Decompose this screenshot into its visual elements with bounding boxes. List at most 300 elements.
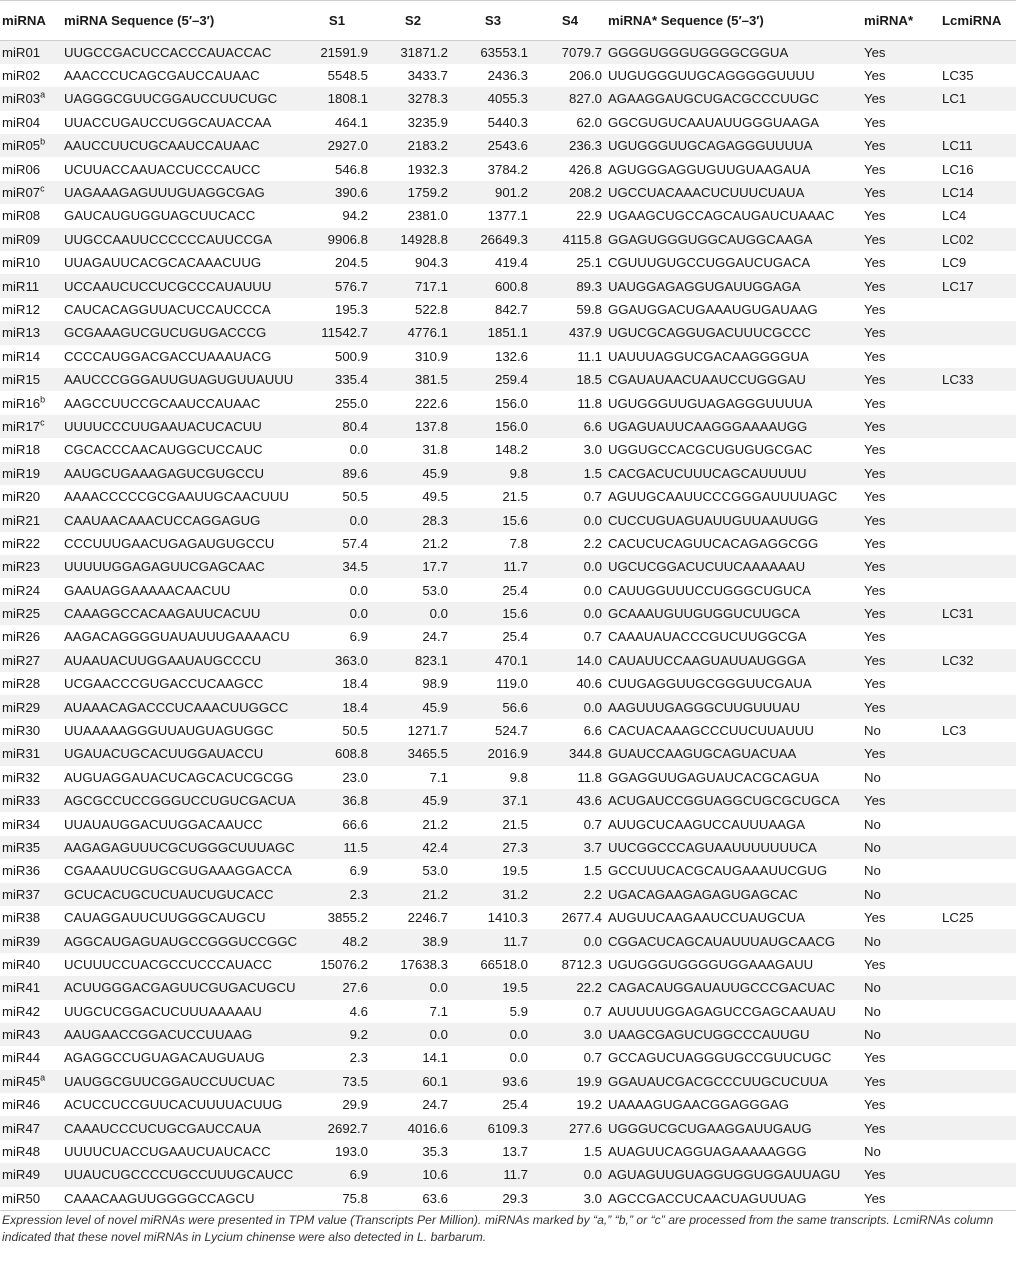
star-sequence: CAUUGGUUUCCUGGGCUGUCA [608, 582, 811, 598]
s3-value: 11.7 [503, 1167, 528, 1183]
lcmirna-id: LC17 [942, 278, 974, 294]
s4-value: 0.0 [583, 933, 602, 949]
s3-value: 7.8 [509, 535, 528, 551]
star-sequence: GGAUAUCGACGCCCUUGCUCUUA [608, 1073, 828, 1089]
s2-value: 45.9 [422, 699, 448, 715]
lcmirna-id: LC25 [942, 910, 974, 926]
table-row [0, 578, 1016, 601]
s3-value: 93.6 [502, 1073, 528, 1089]
sequence: UUAGAUUCACGCACAAACUUG [64, 255, 262, 271]
lcmirna-id [940, 883, 1016, 906]
mirna-id [0, 719, 62, 742]
transcript-marker: b [40, 394, 46, 405]
lcmirna-id: LC02 [942, 231, 974, 247]
s4-value: 2.2 [583, 886, 602, 902]
s3-value: 21.5 [502, 489, 528, 505]
star-sequence: CACGACUCUUUCAGCAUUUUU [608, 465, 807, 481]
mirna-id-text: miR48 [2, 1144, 41, 1160]
table-row [0, 462, 1016, 485]
header-star: miRNA* [862, 1, 940, 41]
star-flag: Yes [864, 676, 886, 692]
star-flag: Yes [864, 44, 886, 60]
s3-value: 1410.3 [487, 910, 528, 926]
table-row [0, 41, 1016, 64]
sequence: ACUUGGGACGAGUUCGUGACUGCU [64, 980, 296, 996]
s4-value: 11.8 [577, 769, 602, 785]
star-sequence: UAAGCGAGUCUGGCCCAUUGU [608, 1027, 810, 1043]
s3-value: 63553.1 [480, 44, 528, 60]
star-sequence: UGCCUACAAACUCUUUCUAUA [608, 185, 805, 201]
s2-value: 53.0 [422, 582, 448, 598]
s4-value: 0.7 [583, 1050, 602, 1066]
mirna-id [0, 695, 62, 718]
s2-value: 10.6 [422, 1167, 448, 1183]
sequence: CAAAUCCCUCUGCGAUCCAUA [64, 1120, 262, 1136]
table-row [0, 508, 1016, 531]
star-sequence: CACUACAAAGCCCUUCUUAUUU [608, 723, 814, 739]
table-row [0, 415, 1016, 438]
s1-value: 4.6 [349, 1003, 368, 1019]
star-flag: No [864, 723, 881, 739]
lcmirna-id [940, 1070, 1016, 1093]
star-sequence: AAGUUUGAGGGCUUGUUUAU [608, 699, 800, 715]
s2-value: 31.8 [422, 442, 448, 458]
mirna-id [0, 64, 62, 87]
mirna-id [0, 391, 62, 414]
s1-value: 546.8 [334, 161, 368, 177]
star-flag: No [864, 1003, 881, 1019]
s2-value: 98.9 [422, 676, 448, 692]
s4-value: 14.0 [576, 652, 602, 668]
s2-value: 7.1 [429, 1003, 448, 1019]
mirna-id [0, 672, 62, 695]
mirna-id-text: miR22 [2, 535, 41, 551]
table-row [0, 134, 1016, 157]
table-row [0, 836, 1016, 859]
star-sequence: CAGACAUGGAUAUUGCCCGACUAC [608, 980, 836, 996]
s3-value: 56.6 [502, 699, 528, 715]
s2-value: 3465.5 [407, 746, 448, 762]
s4-value: 6.6 [583, 723, 602, 739]
s1-value: 193.0 [334, 1144, 368, 1160]
s2-value: 14928.8 [400, 231, 448, 247]
mirna-id [0, 836, 62, 859]
s3-value: 37.1 [502, 793, 528, 809]
s2-value: 24.7 [422, 629, 448, 645]
s2-value: 28.3 [422, 512, 448, 528]
s4-value: 0.7 [583, 629, 602, 645]
star-flag: Yes [864, 910, 886, 926]
sequence: AAUGAACCGGACUCCUUAAG [64, 1027, 253, 1043]
s3-value: 0.0 [509, 1027, 528, 1043]
s2-value: 904.3 [414, 255, 448, 271]
sequence: AAGCCUUCCGCAAUCCAUAAC [64, 395, 261, 411]
mirna-id [0, 298, 62, 321]
s4-value: 426.8 [568, 161, 602, 177]
s2-value: 310.9 [414, 348, 448, 364]
s4-value: 22.9 [576, 208, 602, 224]
mirna-id [0, 1070, 62, 1093]
sequence: AAGAGAGUUUCGCUGGGCUUUAGC [64, 839, 295, 855]
sequence: AAACCCUCAGCGAUCCAUAAC [64, 68, 260, 84]
mirna-id-text: miR04 [2, 114, 41, 130]
sequence: GAAUAGGAAAAACAACUU [64, 582, 231, 598]
lcmirna-id [940, 485, 1016, 508]
star-sequence: UGAGUAUUCAAGGGAAAAUGG [608, 418, 808, 434]
table-row [0, 204, 1016, 227]
s3-value: 26649.3 [480, 231, 528, 247]
s1-value: 2.3 [349, 886, 368, 902]
s1-value: 608.8 [334, 746, 368, 762]
s3-value: 25.4 [502, 582, 528, 598]
s3-value: 4055.3 [487, 91, 528, 107]
mirna-id-text: miR31 [2, 746, 41, 762]
s2-value: 21.2 [422, 535, 448, 551]
star-sequence: UGUGGGUUGUAGAGGGUUUUA [608, 395, 813, 411]
transcript-marker: b [40, 136, 46, 147]
mirna-id-text: miR18 [2, 442, 41, 458]
s4-value: 43.6 [576, 793, 602, 809]
mirna-id-text: miR34 [2, 816, 41, 832]
s2-value: 42.4 [422, 839, 448, 855]
mirna-id [0, 602, 62, 625]
star-flag: Yes [864, 793, 886, 809]
s2-value: 17.7 [422, 559, 448, 575]
star-sequence: AGUAGUUGUAGGUGGUGGAUUAGU [608, 1167, 841, 1183]
sequence: UAGAAAGAGUUUGUAGGCGAG [64, 185, 265, 201]
mirna-id [0, 976, 62, 999]
table-caption: Expression level of novel miRNAs were presented in TPM value (Transcripts Per Million). miRNAs marked by “a,” “b,” or “c” are processed from the same transcripts. LcmiRNAs column indicated that these novel miRNAs in Lycium chinense were also detected in L. barbarum. [2, 1213, 994, 1244]
s3-value: 31.2 [502, 886, 528, 902]
transcript-marker: a [40, 90, 46, 101]
star-sequence: CAUAUUCCAAGUAUUAUGGGA [608, 652, 806, 668]
mirna-id [0, 181, 62, 204]
mirna-id-text: miR28 [2, 676, 41, 692]
s3-value: 25.4 [502, 1097, 528, 1113]
s1-value: 15076.2 [320, 956, 368, 972]
table-row [0, 64, 1016, 87]
lcmirna-id [940, 321, 1016, 344]
table-row [0, 1093, 1016, 1116]
star-flag: Yes [864, 278, 886, 294]
star-flag: No [864, 886, 881, 902]
s1-value: 6.9 [349, 1167, 368, 1183]
star-sequence: GGGGUGGGUGGGGCGGUA [608, 44, 789, 60]
mirna-id [0, 555, 62, 578]
star-flag: Yes [864, 629, 886, 645]
s3-value: 19.5 [502, 863, 528, 879]
transcript-marker: c [40, 417, 45, 428]
star-sequence: GGAGUGGGUGGCAUGGCAAGA [608, 231, 813, 247]
s4-value: 1.5 [583, 465, 602, 481]
star-flag: No [864, 980, 881, 996]
s1-value: 57.4 [342, 535, 368, 551]
s3-value: 2436.3 [487, 68, 528, 84]
star-flag: Yes [864, 746, 886, 762]
mirna-id [0, 251, 62, 274]
sequence: UCGAACCCGUGACCUCAAGCC [64, 676, 264, 692]
lcmirna-id [940, 345, 1016, 368]
lcmirna-id [940, 532, 1016, 555]
s4-value: 0.7 [583, 816, 602, 832]
table-row [0, 251, 1016, 274]
star-flag: Yes [864, 1167, 886, 1183]
star-sequence: UUGUGGGUUGCAGGGGGUUUU [608, 68, 815, 84]
table-row [0, 298, 1016, 321]
table-row [0, 906, 1016, 929]
lcmirna-id [940, 789, 1016, 812]
star-sequence: AGUGGGAGGUGUUGUAAGAUA [608, 161, 811, 177]
star-sequence: AGAAGGAUGCUGACGCCCUUGC [608, 91, 820, 107]
star-flag: Yes [864, 138, 886, 154]
s3-value: 0.0 [509, 1050, 528, 1066]
lcmirna-id [940, 1046, 1016, 1069]
mirna-id-text: miR19 [2, 465, 41, 481]
header-s4: S4 [532, 1, 606, 41]
mirna-id-text: miR42 [2, 1003, 41, 1019]
s1-value: 9.2 [349, 1027, 368, 1043]
lcmirna-id [940, 111, 1016, 134]
table-row [0, 532, 1016, 555]
s1-value: 27.6 [342, 980, 368, 996]
s1-value: 50.5 [342, 489, 368, 505]
mirna-id [0, 438, 62, 461]
star-flag: Yes [864, 535, 886, 551]
s1-value: 0.0 [349, 442, 368, 458]
header-row [0, 1, 1016, 41]
sequence: AGAGGCCUGUAGACAUGUAUG [64, 1050, 265, 1066]
s3-value: 470.1 [494, 652, 528, 668]
mirna-id-text: miR12 [2, 301, 41, 317]
s2-value: 0.0 [429, 980, 448, 996]
mirna-id [0, 274, 62, 297]
header-sequence: miRNA Sequence (5′–3′) [62, 1, 300, 41]
s1-value: 464.1 [334, 114, 368, 130]
mirna-id-text: miR15 [2, 372, 41, 388]
mirna-id-text: miR16 [2, 395, 41, 411]
star-flag: Yes [864, 395, 886, 411]
mirna-id [0, 1116, 62, 1139]
s4-value: 18.5 [576, 372, 602, 388]
s2-value: 2183.2 [407, 138, 448, 154]
mirna-id [0, 1000, 62, 1023]
sequence: GCGAAAGUCGUCUGUGACCCG [64, 325, 267, 341]
table-body [0, 41, 1016, 1211]
sequence: UUAUCUGCCCCUGCCUUUGCAUCC [64, 1167, 294, 1183]
lcmirna-id [940, 41, 1016, 64]
s2-value: 3235.9 [407, 114, 448, 130]
s1-value: 255.0 [334, 395, 368, 411]
sequence: AAUGCUGAAAGAGUCGUGCCU [64, 465, 265, 481]
mirna-id [0, 625, 62, 648]
mirna-id-text: miR50 [2, 1190, 41, 1206]
sequence: UUUUUGGAGAGUUCGAGCAAC [64, 559, 265, 575]
s4-value: 0.7 [583, 1003, 602, 1019]
mirna-id [0, 883, 62, 906]
lcmirna-id [940, 1023, 1016, 1046]
s4-value: 2677.4 [561, 910, 602, 926]
s3-value: 119.0 [495, 676, 528, 692]
s2-value: 4776.1 [407, 325, 448, 341]
star-flag: No [864, 1144, 881, 1160]
lcmirna-id [940, 298, 1016, 321]
star-sequence: UGUGGGUGGGGUGGAAAGAUU [608, 956, 814, 972]
star-flag: Yes [864, 255, 886, 271]
header-mirna: miRNA [0, 1, 62, 41]
sequence: AGGCAUGAGUAUGCCGGGUCCGGC [64, 933, 297, 949]
s4-value: 62.0 [576, 114, 602, 130]
s2-value: 21.2 [422, 816, 448, 832]
s1-value: 73.5 [342, 1073, 368, 1089]
mirna-id-text: miR26 [2, 629, 41, 645]
s3-value: 66518.0 [480, 956, 528, 972]
table-row [0, 391, 1016, 414]
s1-value: 576.7 [334, 278, 368, 294]
mirna-id [0, 859, 62, 882]
star-sequence: ACUGAUCCGGUAGGCUGCGCUGCA [608, 793, 840, 809]
s4-value: 40.6 [576, 676, 602, 692]
s3-value: 19.5 [502, 980, 528, 996]
s4-value: 89.3 [576, 278, 602, 294]
mirna-id-text: miR24 [2, 582, 41, 598]
star-sequence: CGUUUGUGCCUGGAUCUGACA [608, 255, 811, 271]
lcmirna-id [940, 929, 1016, 952]
sequence: CCCCAUGGACGACCUAAAUACG [64, 348, 272, 364]
lcmirna-id [940, 812, 1016, 835]
sequence: CAAUAACAAACUCCAGGAGUG [64, 512, 261, 528]
s1-value: 75.8 [300, 1187, 372, 1210]
header-star-sequence: miRNA* Sequence (5′–3′) [606, 1, 862, 41]
table-row [0, 87, 1016, 110]
sequence: UUAUAUGGACUUGGACAAUCC [64, 816, 263, 832]
mirna-id-text: miR10 [2, 255, 41, 271]
s1-value: 34.5 [342, 559, 368, 575]
mirna-id-text: miR43 [2, 1027, 41, 1043]
s4-value: 827.0 [568, 91, 602, 107]
s4-value: 277.6 [568, 1120, 602, 1136]
table-row [0, 368, 1016, 391]
star-sequence: UGACAGAAGAGAGUGAGCAC [608, 886, 798, 902]
s3-value: 27.3 [502, 839, 528, 855]
mirna-id [0, 578, 62, 601]
s4-value: 0.0 [583, 559, 602, 575]
s1-value: 50.5 [342, 723, 368, 739]
sequence: CAAACAAGUUGGGGCCAGCU [62, 1187, 300, 1210]
star-sequence: GUAUCCAAGUGCAGUACUAA [608, 746, 797, 762]
s1-value: 195.3 [334, 301, 368, 317]
mirna-id [0, 87, 62, 110]
s3-value: 132.6 [494, 348, 528, 364]
s2-value: 222.6 [414, 395, 448, 411]
s1-value: 204.5 [334, 255, 368, 271]
mirna-id-text: miR46 [2, 1097, 41, 1113]
s4-value: 3.7 [583, 839, 602, 855]
mirna-id [0, 462, 62, 485]
sequence: UAUGGCGUUCGGAUCCUUCUAC [64, 1073, 276, 1089]
star-flag: Yes [864, 512, 886, 528]
s1-value: 9906.8 [327, 231, 368, 247]
s2-value: 45.9 [422, 793, 448, 809]
star-sequence: GCCUUUCACGCAUGAAAUUCGUG [608, 863, 828, 879]
table-row [0, 1187, 1016, 1210]
sequence: CGAAAUUCGUGCGUGAAAGGACCA [64, 863, 292, 879]
star-flag: Yes [864, 372, 886, 388]
star-sequence: AUUGCUCAAGUCCAUUUAAGA [608, 816, 806, 832]
table-row [0, 111, 1016, 134]
sequence: CAUCACAGGUUACUCCAUCCCA [64, 301, 271, 317]
s2-value: 3278.3 [407, 91, 448, 107]
star-flag: Yes [864, 956, 886, 972]
mirna-id-text: miR03 [2, 91, 41, 107]
star-flag: Yes [864, 652, 886, 668]
s4-value: 208.2 [568, 185, 602, 201]
s3-value: 6109.3 [487, 1120, 528, 1136]
star-flag: Yes [864, 465, 886, 481]
mirna-id [0, 789, 62, 812]
sequence: UUUUCUACCUGAAUCUAUCACC [64, 1144, 271, 1160]
s2-value: 3433.7 [407, 68, 448, 84]
s2-value: 137.8 [414, 418, 448, 434]
s1-value: 89.6 [342, 465, 368, 481]
s1-value: 0.0 [349, 512, 368, 528]
star-sequence: GCAAAUGUUGUGGUCUUGCA [608, 606, 800, 622]
star-sequence: UAUGGAGAGGUGAUUGGAGA [608, 278, 801, 294]
s3-value: 148.2 [494, 442, 528, 458]
s3-value: 524.7 [494, 723, 528, 739]
s2-value: 7.1 [429, 769, 448, 785]
star-sequence: GGAGGUUGAGUAUCACGCAGUA [608, 769, 820, 785]
mirna-id [0, 1093, 62, 1116]
sequence: UUAAAAAGGGUUAUGUAGUGGC [64, 723, 274, 739]
mirna-id-text: miR27 [2, 652, 41, 668]
s4-value: 7079.7 [561, 44, 602, 60]
table-row [0, 859, 1016, 882]
transcript-marker: a [40, 1072, 46, 1083]
mirna-id-text: miR23 [2, 559, 41, 575]
s1-value: 18.4 [342, 699, 368, 715]
mirna-id [0, 415, 62, 438]
table-row [0, 1116, 1016, 1139]
star-sequence: CUCCUGUAGUAUUGUUAAUUGG [608, 512, 819, 528]
s1-value: 66.6 [342, 816, 368, 832]
lcmirna-id: LC14 [942, 185, 974, 201]
lcmirna-id [940, 1116, 1016, 1139]
s3-value: 600.8 [494, 278, 528, 294]
s4-value: 6.6 [583, 418, 602, 434]
s3-value: 156.0 [494, 418, 528, 434]
table-row [0, 929, 1016, 952]
s1-value: 363.0 [334, 652, 368, 668]
mirna-id-text: miR21 [2, 512, 41, 528]
mirna-id [0, 204, 62, 227]
mirna-id [0, 485, 62, 508]
s2-value: 14.1 [422, 1050, 448, 1066]
mirna-id [0, 111, 62, 134]
table-row [0, 181, 1016, 204]
star-flag: Yes [864, 114, 886, 130]
lcmirna-id: LC1 [942, 91, 967, 107]
s3-value: 9.8 [509, 465, 528, 481]
mirna-id-text: miR17 [2, 418, 41, 434]
star-sequence: UGUCGCAGGUGACUUUCGCCC [608, 325, 811, 341]
s4-value: 4115.8 [562, 231, 602, 247]
star-flag: Yes [864, 418, 886, 434]
table-row [0, 719, 1016, 742]
s4-value: 3.0 [532, 1187, 606, 1210]
s4-value: 22.2 [576, 980, 602, 996]
table-row [0, 883, 1016, 906]
sequence: AAUCCUUCUGCAAUCCAUAAC [64, 138, 260, 154]
